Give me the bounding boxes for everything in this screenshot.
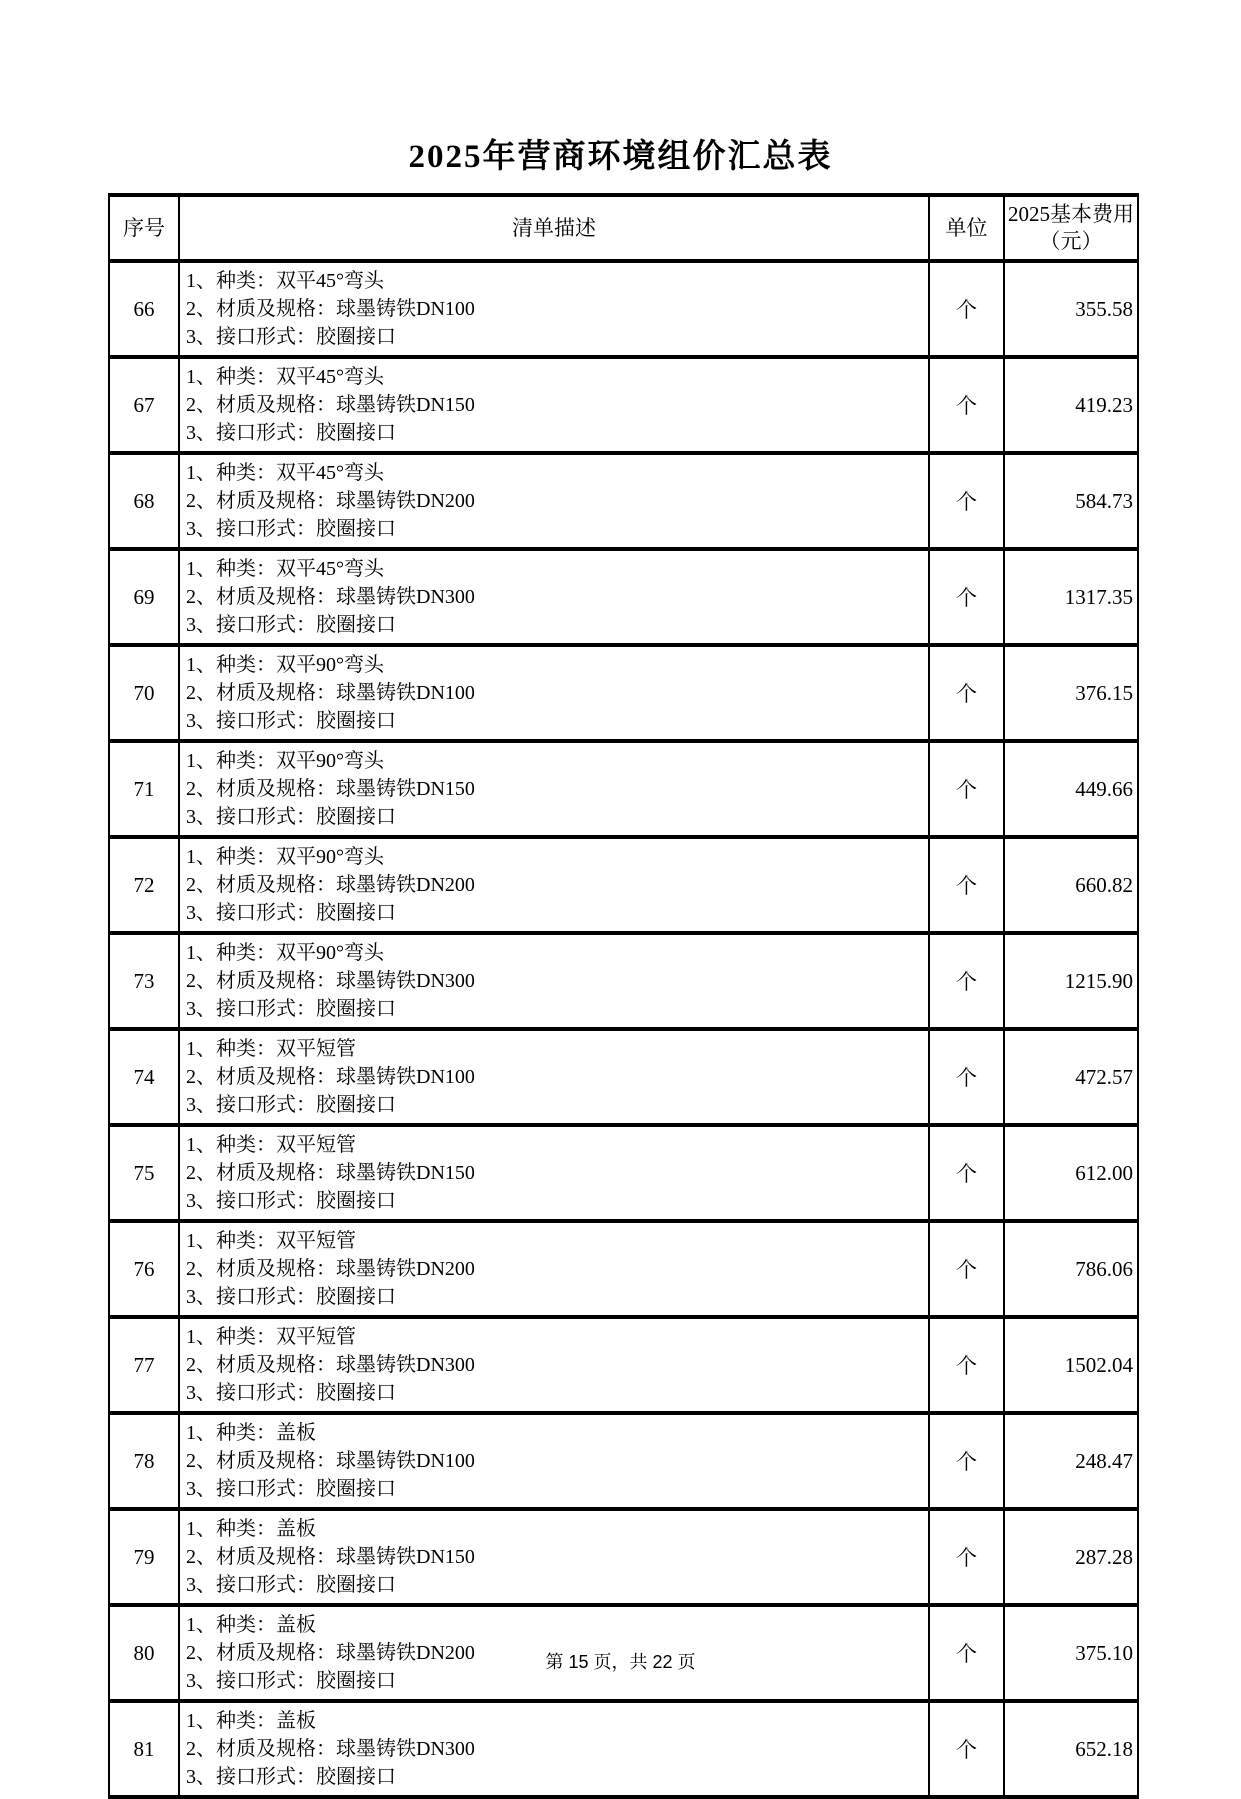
table-row [109,1125,1138,1221]
row-unit: 个 [929,261,1004,357]
description-line: 3、接口形式：胶圈接口 [186,710,396,732]
header-serial-number: 序号 [109,195,179,261]
row-unit: 个 [929,1029,1004,1125]
row-unit: 个 [929,741,1004,837]
row-unit: 个 [929,357,1004,453]
row-unit: 个 [929,837,1004,933]
description-line: 1、种类：盖板 [186,1518,316,1540]
table-row [109,1317,1138,1413]
table-row [109,1029,1138,1125]
row-description [179,261,929,357]
row-unit: 个 [929,1317,1004,1413]
table-row [109,741,1138,837]
row-description [179,1125,929,1221]
description-line: 1、种类：盖板 [186,1710,316,1732]
description-line: 2、材质及规格：球墨铸铁DN200 [186,490,475,512]
description-line: 1、种类：双平45°弯头 [186,462,384,484]
description-line: 2、材质及规格：球墨铸铁DN300 [186,586,475,608]
row-description [179,1221,929,1317]
row-description [179,933,929,1029]
row-unit: 个 [929,1509,1004,1605]
row-price: 652.18 [1004,1701,1138,1797]
page-title: 2025年营商环境组价汇总表 [408,139,833,175]
row-description [179,1317,929,1413]
row-unit: 个 [929,645,1004,741]
description-line: 1、种类：双平短管 [186,1038,356,1060]
table-row [109,549,1138,645]
row-serial-number: 69 [109,549,179,645]
description-line: 3、接口形式：胶圈接口 [186,1766,396,1788]
row-serial-number: 81 [109,1701,179,1797]
description-line: 3、接口形式：胶圈接口 [186,422,396,444]
description-line: 3、接口形式：胶圈接口 [186,1670,396,1692]
row-price: 419.23 [1004,357,1138,453]
description-line: 3、接口形式：胶圈接口 [186,1094,396,1116]
description-line: 3、接口形式：胶圈接口 [186,518,396,540]
table-row [109,261,1138,357]
row-description [179,741,929,837]
description-line: 2、材质及规格：球墨铸铁DN100 [186,682,475,704]
row-price: 1502.04 [1004,1317,1138,1413]
row-unit: 个 [929,1701,1004,1797]
row-serial-number: 68 [109,453,179,549]
header-base-cost: 2025基本费用（元） [1004,195,1138,261]
page-number-footer: 第 15 页，共 22 页 [545,1652,696,1672]
row-price: 355.58 [1004,261,1138,357]
row-description [179,357,929,453]
row-price: 376.15 [1004,645,1138,741]
row-price: 660.82 [1004,837,1138,933]
description-line: 3、接口形式：胶圈接口 [186,326,396,348]
description-line: 1、种类：双平45°弯头 [186,270,384,292]
row-description [179,1701,929,1797]
header-item-description: 清单描述 [179,195,929,261]
table-row [109,1509,1138,1605]
row-serial-number: 74 [109,1029,179,1125]
description-line: 2、材质及规格：球墨铸铁DN300 [186,1738,475,1760]
row-description [179,1413,929,1509]
price-summary-table [108,193,1139,1799]
table-header-row [109,195,1138,261]
row-serial-number: 72 [109,837,179,933]
table-row [109,453,1138,549]
description-line: 2、材质及规格：球墨铸铁DN200 [186,874,475,896]
description-line: 1、种类：双平45°弯头 [186,558,384,580]
description-line: 3、接口形式：胶圈接口 [186,1286,396,1308]
description-line: 2、材质及规格：球墨铸铁DN100 [186,1450,475,1472]
table-row [109,837,1138,933]
description-line: 1、种类：双平短管 [186,1134,356,1156]
row-serial-number: 71 [109,741,179,837]
table-row [109,1701,1138,1797]
row-description [179,645,929,741]
description-line: 2、材质及规格：球墨铸铁DN150 [186,778,475,800]
row-unit: 个 [929,933,1004,1029]
row-price: 287.28 [1004,1509,1138,1605]
description-line: 2、材质及规格：球墨铸铁DN100 [186,298,475,320]
description-line: 2、材质及规格：球墨铸铁DN200 [186,1258,475,1280]
description-line: 1、种类：双平45°弯头 [186,366,384,388]
row-serial-number: 75 [109,1125,179,1221]
row-description [179,1509,929,1605]
row-unit: 个 [929,1125,1004,1221]
row-price: 1215.90 [1004,933,1138,1029]
description-line: 3、接口形式：胶圈接口 [186,1382,396,1404]
description-line: 3、接口形式：胶圈接口 [186,902,396,924]
row-price: 375.10 [1004,1605,1138,1701]
description-line: 1、种类：盖板 [186,1614,316,1636]
table-row [109,645,1138,741]
row-description [179,549,929,645]
row-price: 472.57 [1004,1029,1138,1125]
row-price: 449.66 [1004,741,1138,837]
table-row [109,1413,1138,1509]
description-line: 3、接口形式：胶圈接口 [186,1574,396,1596]
description-line: 1、种类：双平90°弯头 [186,750,384,772]
row-price: 584.73 [1004,453,1138,549]
table-row [109,1221,1138,1317]
row-price: 1317.35 [1004,549,1138,645]
description-line: 3、接口形式：胶圈接口 [186,806,396,828]
row-serial-number: 78 [109,1413,179,1509]
description-line: 2、材质及规格：球墨铸铁DN100 [186,1066,475,1088]
row-description [179,1029,929,1125]
row-serial-number: 76 [109,1221,179,1317]
row-unit: 个 [929,549,1004,645]
table-row [109,357,1138,453]
row-serial-number: 66 [109,261,179,357]
row-serial-number: 77 [109,1317,179,1413]
row-serial-number: 73 [109,933,179,1029]
description-line: 3、接口形式：胶圈接口 [186,998,396,1020]
row-unit: 个 [929,1221,1004,1317]
description-line: 3、接口形式：胶圈接口 [186,614,396,636]
row-serial-number: 67 [109,357,179,453]
description-line: 2、材质及规格：球墨铸铁DN150 [186,1546,475,1568]
header-unit: 单位 [929,195,1004,261]
row-price: 612.00 [1004,1125,1138,1221]
row-unit: 个 [929,1413,1004,1509]
description-line: 3、接口形式：胶圈接口 [186,1190,396,1212]
row-serial-number: 70 [109,645,179,741]
description-line: 2、材质及规格：球墨铸铁DN150 [186,394,475,416]
row-unit: 个 [929,1605,1004,1701]
row-price: 786.06 [1004,1221,1138,1317]
row-serial-number: 80 [109,1605,179,1701]
description-line: 1、种类：双平90°弯头 [186,654,384,676]
table-body [109,261,1138,1797]
description-line: 2、材质及规格：球墨铸铁DN300 [186,1354,475,1376]
description-line: 1、种类：盖板 [186,1422,316,1444]
description-line: 1、种类：双平短管 [186,1326,356,1348]
description-line: 2、材质及规格：球墨铸铁DN300 [186,970,475,992]
description-line: 2、材质及规格：球墨铸铁DN200 [186,1642,475,1664]
description-line: 1、种类：双平90°弯头 [186,942,384,964]
row-serial-number: 79 [109,1509,179,1605]
row-description [179,453,929,549]
description-line: 2、材质及规格：球墨铸铁DN150 [186,1162,475,1184]
row-description [179,837,929,933]
row-unit: 个 [929,453,1004,549]
description-line: 1、种类：双平短管 [186,1230,356,1252]
row-price: 248.47 [1004,1413,1138,1509]
description-line: 1、种类：双平90°弯头 [186,846,384,868]
table-row [109,933,1138,1029]
description-line: 3、接口形式：胶圈接口 [186,1478,396,1500]
